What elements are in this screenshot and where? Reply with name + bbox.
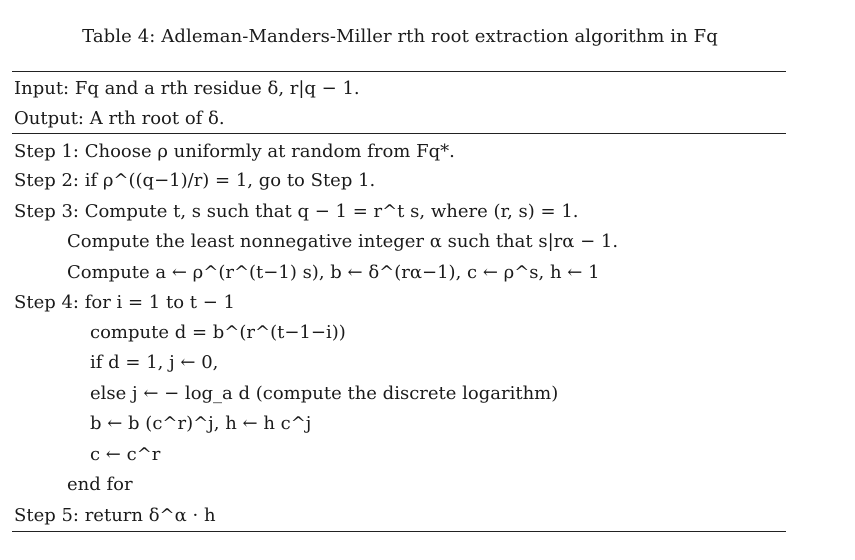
step-3-assign: Compute a ← ρ^(r^(t−1) s), b ← δ^(rα−1), c ← ρ^s, h ← 1 <box>67 262 600 283</box>
output-line: Output: A rth root of δ. <box>14 108 225 129</box>
step-4-else: else j ← − log_a d (compute the discrete logarithm) <box>90 383 559 404</box>
step-2: Step 2: if ρ^((q−1)/r) = 1, go to Step 1. <box>14 170 376 191</box>
step-5: Step 5: return δ^α · h <box>14 505 216 526</box>
step-4-compute-d: compute d = b^(r^(t−1−i)) <box>90 322 346 343</box>
table-caption: Table 4: Adleman-Manders-Miller rth root extraction algorithm in Fq <box>82 26 718 47</box>
mid-rule <box>12 133 786 134</box>
step-4-update-c: c ← c^r <box>90 444 161 465</box>
step-3: Step 3: Compute t, s such that q − 1 = r^t s, where (r, s) = 1. <box>14 201 579 222</box>
step-4-end-for: end for <box>67 474 133 495</box>
step-3-alpha: Compute the least nonnegative integer α such that s|rα − 1. <box>67 231 619 252</box>
input-line: Input: Fq and a rth residue δ, r|q − 1. <box>14 78 360 99</box>
step-1: Step 1: Choose ρ uniformly at random from Fq*. <box>14 141 455 162</box>
top-rule <box>12 71 786 72</box>
step-4-update-bh: b ← b (c^r)^j, h ← h c^j <box>90 413 312 434</box>
bottom-rule <box>12 531 786 532</box>
step-4: Step 4: for i = 1 to t − 1 <box>14 292 235 313</box>
step-4-if: if d = 1, j ← 0, <box>90 352 219 373</box>
